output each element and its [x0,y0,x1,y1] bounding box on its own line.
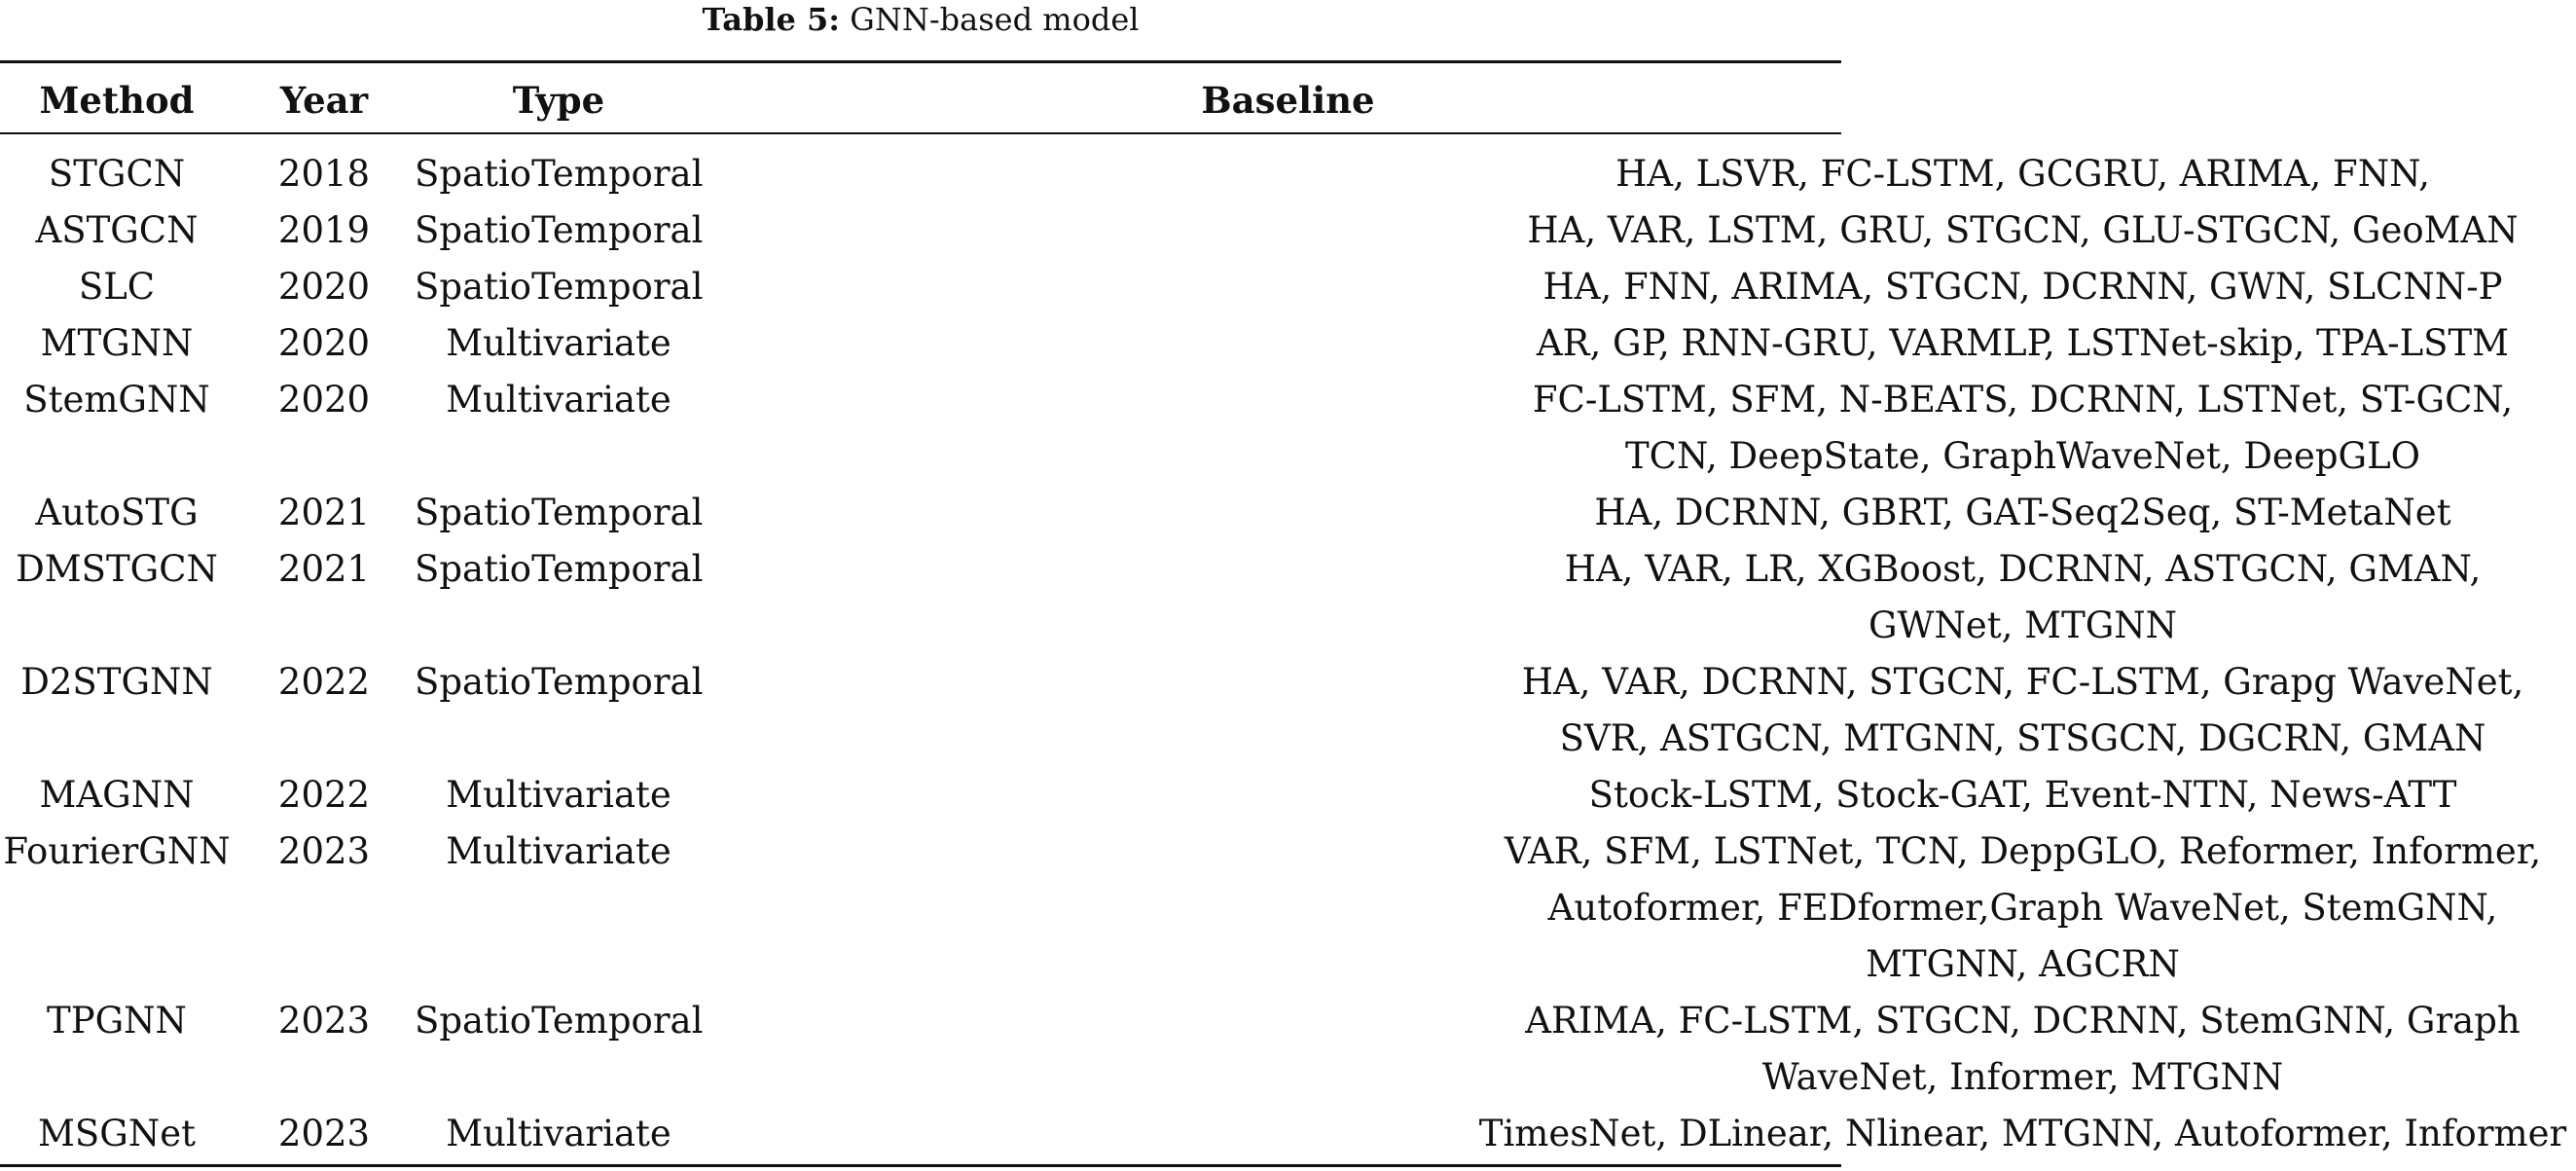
table-row [0,315,2510,372]
baseline-line: WaveNet, Informer, MTGNN [1761,1056,2284,1098]
baseline-line: ARIMA, FC-LSTM, STGCN, DCRNN, StemGNN, Graph [1525,1000,2521,1042]
cell-method: DMSTGCN [16,548,218,590]
table-caption [0,2,1841,37]
cell-method: MAGNN [39,774,195,816]
cell-baseline [1469,767,2576,823]
baseline-line: HA, VAR, LR, XGBoost, DCRNN, ASTGCN, GMAN, [1564,548,2482,590]
header-year: Year [279,79,369,122]
cell-year: 2021 [277,548,371,590]
baseline-line: Stock-LSTM, Stock-GAT, Event-NTN, News-ATT [1588,774,2457,816]
table-row [0,146,2430,202]
header-baseline: Baseline [1201,79,1375,122]
cell-method: TPGNN [47,1000,187,1042]
cell-method: AutoSTG [35,492,199,533]
cell-baseline [1469,146,2576,202]
baseline-line: HA, FNN, ARIMA, STGCN, DCRNN, GWN, SLCNN-P [1542,266,2503,308]
cell-year: 2022 [277,774,371,816]
table-row [0,541,2482,654]
cell-baseline [1469,315,2576,372]
cell-year: 2020 [277,379,371,421]
cell-type: SpatioTemporal [415,492,704,533]
cell-baseline [1469,485,2576,541]
cell-baseline [1469,259,2576,315]
baseline-line: TCN, DeepState, GraphWaveNet, DeepGLO [1625,435,2420,477]
baseline-line: FC-LSTM, SFM, N-BEATS, DCRNN, LSTNet, ST-GCN, [1532,379,2514,421]
cell-baseline [1469,541,2576,654]
cell-type: SpatioTemporal [415,1000,704,1042]
cell-type: Multivariate [446,774,671,816]
baseline-line: Autoformer, FEDformer,Graph WaveNet, StemGNN, [1547,887,2498,929]
header-method: Method [39,79,195,122]
baseline-line: TimesNet, DLinear, Nlinear, MTGNN, Autoformer, Informer [1478,1113,2567,1154]
table-header-rule [0,132,1841,134]
cell-type: Multivariate [446,1113,671,1154]
cell-year: 2020 [277,266,371,308]
cell-type: SpatioTemporal [415,266,704,308]
table-row [0,823,2542,993]
table-caption-label: Table 5: [702,1,841,38]
baseline-line: HA, DCRNN, GBRT, GAT-Seq2Seq, ST-MetaNet [1594,492,2451,533]
table-row [0,767,2457,823]
baseline-line: MTGNN, AGCRN [1866,943,2180,985]
cell-type: SpatioTemporal [415,661,704,703]
cell-baseline [1469,654,2576,767]
cell-type: SpatioTemporal [415,209,704,251]
cell-type: SpatioTemporal [415,153,704,195]
table-body [0,146,2567,1162]
cell-year: 2021 [277,492,371,533]
cell-baseline [1469,372,2576,485]
cell-year: 2022 [277,661,371,703]
table-row [0,993,2521,1106]
table-row [0,654,2524,767]
cell-type: Multivariate [446,379,671,421]
cell-baseline [1469,993,2576,1106]
cell-type: Multivariate [446,830,671,872]
cell-baseline [1469,1106,2576,1162]
table-row [0,1106,2567,1162]
cell-year: 2019 [277,209,371,251]
cell-method: ASTGCN [35,209,199,251]
cell-year: 2018 [277,153,371,195]
table-top-rule [0,60,1841,63]
baseline-line: SVR, ASTGCN, MTGNN, STSGCN, DGCRN, GMAN [1559,717,2486,759]
baseline-line: GWNet, MTGNN [1868,604,2178,646]
table-caption-text: GNN-based model [850,1,1140,38]
cell-method: D2STGNN [20,661,213,703]
cell-year: 2020 [277,322,371,364]
baseline-line: HA, LSVR, FC-LSTM, GCGRU, ARIMA, FNN, [1615,153,2430,195]
baseline-line: HA, VAR, LSTM, GRU, STGCN, GLU-STGCN, GeoMAN [1527,209,2519,251]
cell-method: MTGNN [40,322,194,364]
header-type: Type [512,79,605,122]
cell-method: MSGNet [38,1113,196,1154]
table-bottom-rule [0,1164,1841,1167]
cell-method: STGCN [48,153,186,195]
cell-year: 2023 [277,1000,371,1042]
cell-method: SLC [78,266,156,308]
cell-type: Multivariate [446,322,671,364]
cell-method: FourierGNN [3,830,231,872]
table-row [0,372,2514,485]
baseline-line: VAR, SFM, LSTNet, TCN, DeppGLO, Reformer, Informer, [1504,830,2542,872]
cell-year: 2023 [277,830,371,872]
baseline-line: HA, VAR, DCRNN, STGCN, FC-LSTM, Grapg WaveNet, [1521,661,2524,703]
table-row [0,485,2451,541]
cell-year: 2023 [277,1113,371,1154]
table-row [0,259,2503,315]
cell-baseline [1469,202,2576,259]
baseline-line: AR, GP, RNN-GRU, VARMLP, LSTNet-skip, TPA-LSTM [1536,322,2510,364]
cell-type: SpatioTemporal [415,548,704,590]
cell-method: StemGNN [23,379,210,421]
table-row [0,202,2519,259]
cell-baseline [1469,823,2576,993]
